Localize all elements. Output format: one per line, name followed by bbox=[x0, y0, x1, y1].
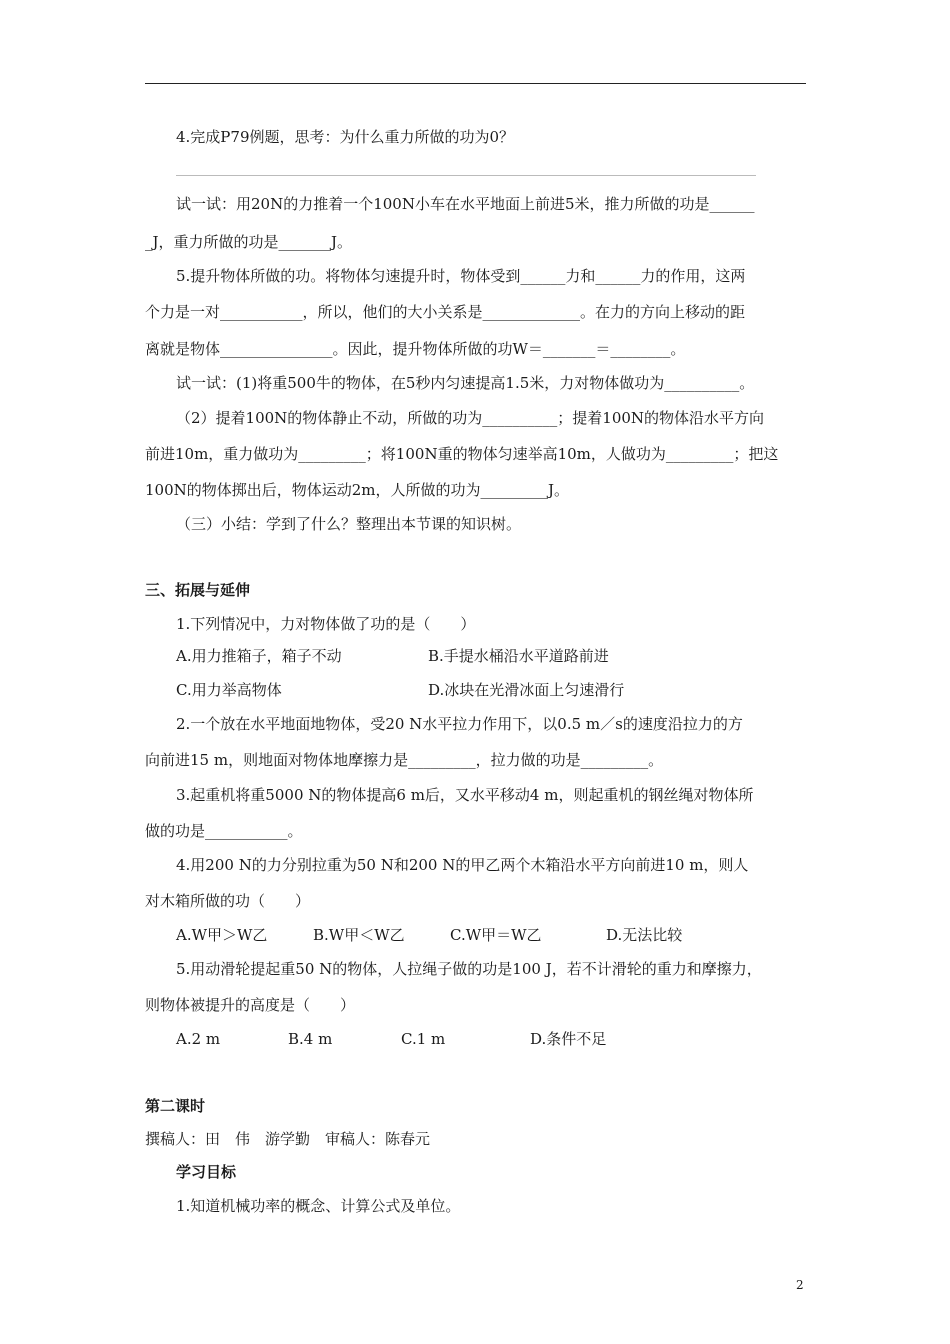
extend-q2-line-1: 2.一个放在水平地面地物体，受20 N水平拉力作用下，以0.5 m／s的速度沿拉力的方 bbox=[176, 715, 743, 733]
extend-heading: 三、拓展与延伸 bbox=[145, 581, 251, 599]
review-question-4: 4.完成P79例题，思考：为什么重力所做的功为0？ bbox=[176, 128, 515, 146]
extend-q5-line-2: 则物体被提升的高度是（ ） bbox=[145, 996, 356, 1014]
extend-q5-option-a: A.2 m bbox=[176, 1030, 221, 1048]
try-it-2-line-4: 100N的物体掷出后，物体运动2m，人所做的功为_________J。 bbox=[145, 481, 570, 499]
extend-q1-option-c: C.用力举高物体 bbox=[176, 681, 282, 699]
extend-q1-option-b: B.手提水桶沿水平道路前进 bbox=[428, 647, 609, 665]
review-question-5-line-3: 离就是物体_______________。因此，提升物体所做的功W＝_______＝________。 bbox=[145, 340, 686, 358]
extend-q4-line-1: 4.用200 N的力分别拉重为50 N和200 N的甲乙两个木箱沿水平方向前进10 m，则人 bbox=[176, 856, 749, 874]
page-number: 2 bbox=[796, 1278, 804, 1292]
learning-goal-1: 1.知道机械功率的概念、计算公式及单位。 bbox=[176, 1197, 461, 1215]
header-rule bbox=[145, 83, 806, 84]
extend-q1-option-d: D.冰块在光滑冰面上匀速滑行 bbox=[428, 681, 625, 699]
extend-q4-option-c: C.W甲＝W乙 bbox=[450, 926, 542, 944]
review-question-5-line-1: 5.提升物体所做的功。将物体匀速提升时，物体受到______力和______力的作用，这两 bbox=[176, 267, 746, 285]
extend-q1-option-a: A.用力推箱子，箱子不动 bbox=[176, 647, 342, 665]
extend-q3-line-2: 做的功是___________。 bbox=[145, 822, 303, 840]
try-it-2-line-3: 前进10m，重力做功为_________；将100N重的物体匀速举高10m，人做功为_________；把这 bbox=[145, 445, 779, 463]
summary-line: （三）小结：学到了什么？整理出本节课的知识树。 bbox=[176, 515, 522, 533]
extend-q5-option-b: B.4 m bbox=[288, 1030, 333, 1048]
lesson-2-heading: 第二课时 bbox=[145, 1097, 206, 1115]
extend-q1: 1.下列情况中，力对物体做了功的是（ ） bbox=[176, 615, 476, 633]
extend-q5-option-c: C.1 m bbox=[401, 1030, 446, 1048]
authors-line: 撰稿人：田 伟 游学勤 审稿人：陈春元 bbox=[145, 1130, 431, 1148]
extend-q4-option-d: D.无法比较 bbox=[606, 926, 683, 944]
try-it-2-line-2: （2）提着100N的物体静止不动，所做的功为__________；提着100N的物体沿水平方向 bbox=[176, 409, 765, 427]
extend-q5-line-1: 5.用动滑轮提起重50 N的物体，人拉绳子做的功是100 J，若不计滑轮的重力和摩擦力， bbox=[176, 960, 762, 978]
extend-q3-line-1: 3.起重机将重5000 N的物体提高6 m后，又水平移动4 m，则起重机的钢丝绳对物体所 bbox=[176, 786, 754, 804]
try-it-1-line-1: 试一试：用20N的力推着一个100N小车在水平地面上前进5米，推力所做的功是______ bbox=[176, 195, 755, 213]
review-question-5-line-2: 个力是一对___________，所以，他们的大小关系是_____________。在力的方向上移动的距 bbox=[145, 303, 746, 321]
extend-q4-option-a: A.W甲＞W乙 bbox=[176, 926, 268, 944]
answer-blank-line bbox=[176, 175, 756, 176]
extend-q2-line-2: 向前进15 m，则地面对物体地摩擦力是_________，拉力做的功是_________。 bbox=[145, 751, 664, 769]
extend-q4-option-b: B.W甲＜W乙 bbox=[313, 926, 405, 944]
extend-q5-option-d: D.条件不足 bbox=[530, 1030, 607, 1048]
try-it-1-line-2: _J，重力所做的功是_______J。 bbox=[145, 233, 353, 251]
try-it-2-line-1: 试一试：(1)将重500牛的物体，在5秒内匀速提高1.5米，力对物体做功为__________。 bbox=[176, 374, 755, 392]
extend-q4-line-2: 对木箱所做的功（ ） bbox=[145, 892, 311, 910]
learning-goals-heading: 学习目标 bbox=[176, 1163, 237, 1181]
